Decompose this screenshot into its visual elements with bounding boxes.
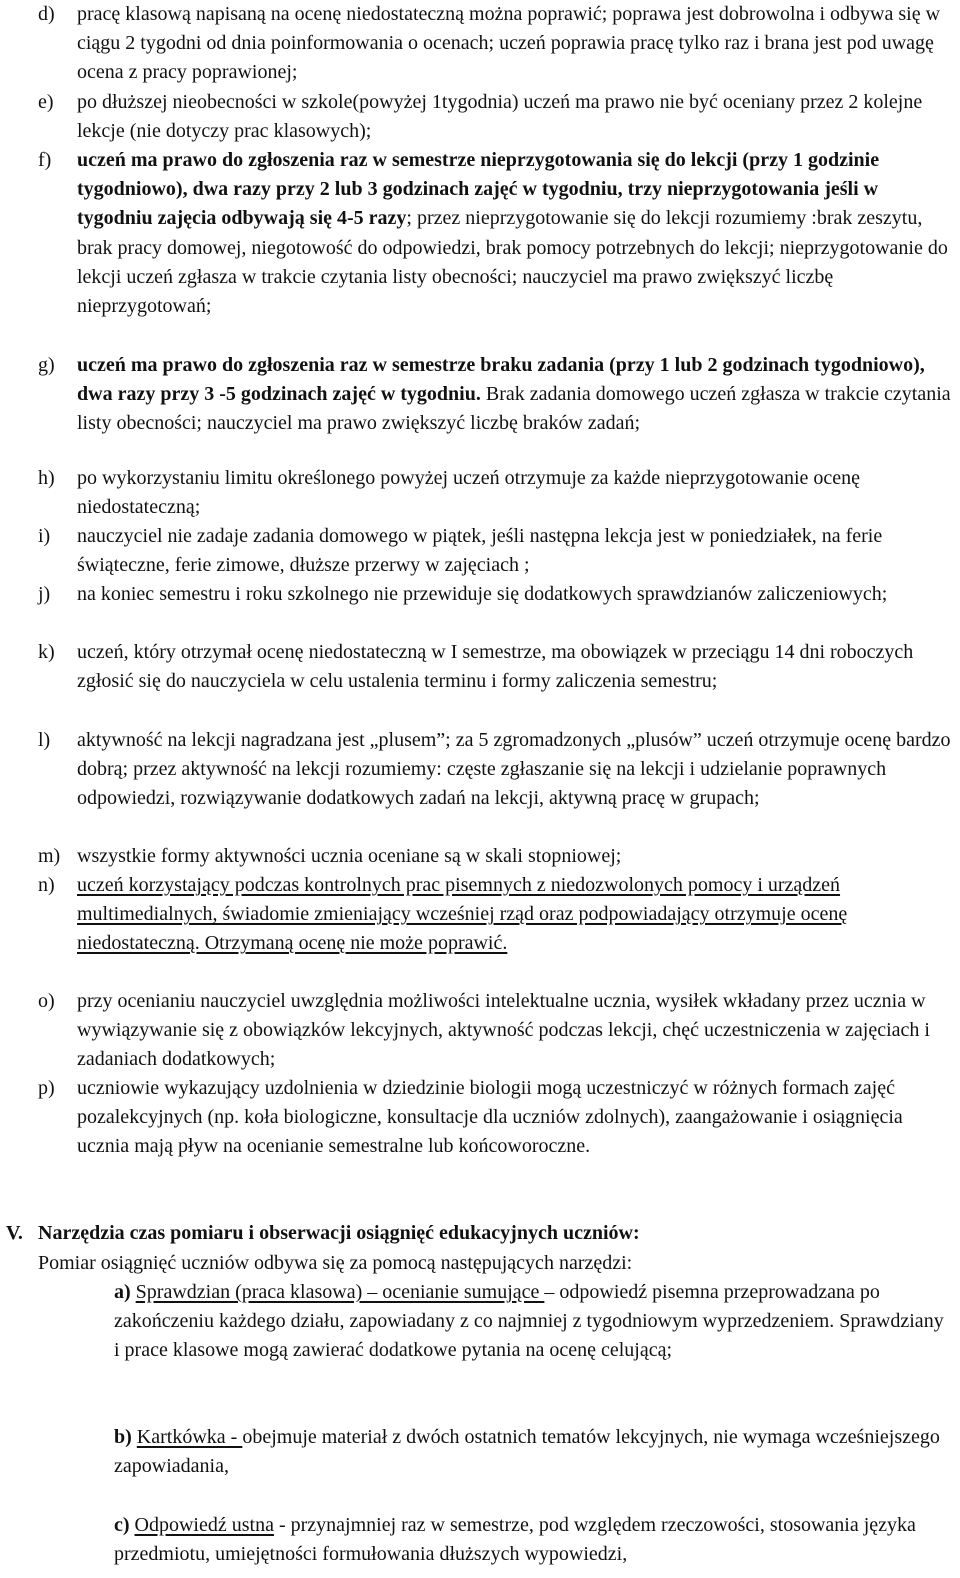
tool-name: Kartkówka - xyxy=(136,1426,243,1448)
tool-item-a xyxy=(114,1278,954,1366)
item-underlined-text: uczeń korzystający podczas kontrolnych prac pisemnych z niedozwolonych pomocy i urządzeń multimedialnych, świadomie zmieniający wcześniej rząd oraz podpowiadający otrzymuje ocenę niedostateczną. Otrzymaną ocenę nie może poprawić. xyxy=(77,874,848,955)
item-letter: d) xyxy=(38,3,55,25)
tool-letter: c) xyxy=(114,1514,130,1536)
item-text: pracę klasową napisaną na ocenę niedostateczną można poprawić; poprawa jest dobrowolna i odbywa się w ciągu 2 tygodni od dnia poinformowania o ocenach; uczeń poprawia pracę tylko raz i brana jest pod uwagę ocena z pracy poprawionej; xyxy=(77,3,941,84)
item-text: na koniec semestru i roku szkolnego nie przewiduje się dodatkowych sprawdzianów zaliczeniowych; xyxy=(77,583,888,605)
item-letter: h) xyxy=(38,467,55,489)
item-text: nauczyciel nie zadaje zadania domowego w piątek, jeśli następna lekcja jest w poniedziałek, na ferie świąteczne, ferie zimowe, dłuższe przerwy w zajęciach ; xyxy=(77,525,883,577)
tool-item-c xyxy=(114,1511,954,1569)
tool-letter: b) xyxy=(114,1426,132,1448)
item-bold-text: uczeń ma prawo do zgłoszenia raz w semestrze braku zadania (przy 1 lub 2 godzinach tygodniowo), dwa razy przy 3 -5 godzinach zajęć w tygodniu. xyxy=(77,354,925,406)
item-letter: i) xyxy=(38,525,51,547)
item-letter: m) xyxy=(38,845,61,867)
item-letter: p) xyxy=(38,1077,55,1099)
item-letter: n) xyxy=(38,874,55,896)
section-heading xyxy=(6,1219,956,1248)
item-letter: f) xyxy=(38,149,52,171)
item-bold-text: uczeń ma prawo do zgłoszenia raz w semestrze nieprzygotowania się do lekcji (przy 1 godzinie tygodniowo), dwa razy przy 2 lub 3 godzinach zajęć w tygodniu, trzy nieprzygotowania jeśli w tygodniu zajęcia odbywają się 4-5 razy xyxy=(77,149,880,230)
item-letter: e) xyxy=(38,91,54,113)
item-text: wszystkie formy aktywności ucznia oceniane są w skali stopniowej; xyxy=(77,845,622,867)
tool-name: Odpowiedź ustna xyxy=(134,1514,274,1536)
item-text: aktywność na lekcji nagradzana jest „plusem”; za 5 zgromadzonych „plusów” uczeń otrzymuje ocenę bardzo dobrą; przez aktywność na lekcji rozumiemy: częste zgłaszanie się na lekcji i udzielanie poprawnych odpowiedzi, rozwiązywanie dodatkowych zadań na lekcji, aktywną pracę w grupach; xyxy=(77,729,951,810)
tool-description: obejmuje materiał z dwóch ostatnich tematów lekcyjnych, nie wymaga wcześniejszego zapowiadania, xyxy=(114,1426,940,1478)
item-letter: o) xyxy=(38,990,55,1012)
item-regular-text: ; przez nieprzygotowanie się do lekcji rozumiemy :brak zeszytu, brak pracy domowej, niegotowość do odpowiedzi, brak pomocy potrzebnych do lekcji; nieprzygotowanie do lekcji uczeń zgłasza w trakcie czytania listy obecności; nauczyciel ma prawo zwiększyć liczbę nieprzygotowań; xyxy=(77,207,948,318)
item-regular-text: Brak zadania domowego uczeń zgłasza w trakcie czytania listy obecności; nauczyciel ma prawo zwiększyć liczbę braków zadań; xyxy=(77,383,951,435)
item-text xyxy=(77,351,953,439)
tool-name: Sprawdzian (praca klasowa) – ocenianie sumujące xyxy=(135,1281,545,1303)
item-text: uczeń, który otrzymał ocenę niedostateczną w I semestrze, ma obowiązek w przeciągu 14 dni roboczych zgłosić się do nauczyciela w celu ustalenia terminu i formy zaliczenia semestru; xyxy=(77,641,914,693)
section-number: V. xyxy=(6,1222,23,1244)
tool-description: - przynajmniej raz w semestrze, pod względem rzeczowości, stosowania języka przedmiotu, umiejętności formułowania dłuższych wypowiedzi, xyxy=(114,1514,916,1566)
tool-item-b xyxy=(114,1423,954,1481)
item-letter: j) xyxy=(38,583,51,605)
item-text: uczniowie wykazujący uzdolnienia w dziedzinie biologii mogą uczestniczyć w różnych formach zajęć pozalekcyjnych (np. koła biologiczne, konsultacje dla uczniów zdolnych), zaangażowanie i osiągnięcia ucznia mają pływ na ocenianie semestralne lub końcoworoczne. xyxy=(77,1077,903,1158)
item-text: po wykorzystaniu limitu określonego powyżej uczeń otrzymuje za każde nieprzygotowanie ocenę niedostateczną; xyxy=(77,467,861,519)
section-intro: Pomiar osiągnięć uczniów odbywa się za pomocą następujących narzędzi: xyxy=(38,1252,633,1274)
section-title: Narzędzia czas pomiaru i obserwacji osiągnięć edukacyjnych uczniów: xyxy=(38,1222,640,1244)
item-letter: k) xyxy=(38,641,55,663)
item-text xyxy=(77,146,953,321)
item-text: przy ocenianiu nauczyciel uwzględnia możliwości intelektualne ucznia, wysiłek wkładany przez ucznia w wywiązywanie się z obowiązków lekcyjnych, aktywność podczas lekcji, chęć uczestniczenia w zajęciach i zadaniach dodatkowych; xyxy=(77,990,930,1071)
item-letter: l) xyxy=(38,729,51,751)
tool-description: – odpowiedź pisemna przeprowadzana po zakończeniu każdego działu, zapowiadany z co najmniej z tygodniowym wyprzedzeniem. Sprawdziany i prace klasowe mogą zawierać dodatkowe pytania na ocenę celującą; xyxy=(114,1281,944,1362)
item-text: po dłuższej nieobecności w szkole(powyżej 1tygodnia) uczeń ma prawo nie być oceniany przez 2 kolejne lekcje (nie dotyczy prac klasowych); xyxy=(77,91,923,143)
tool-letter: a) xyxy=(114,1281,131,1303)
item-letter: g) xyxy=(38,354,55,376)
